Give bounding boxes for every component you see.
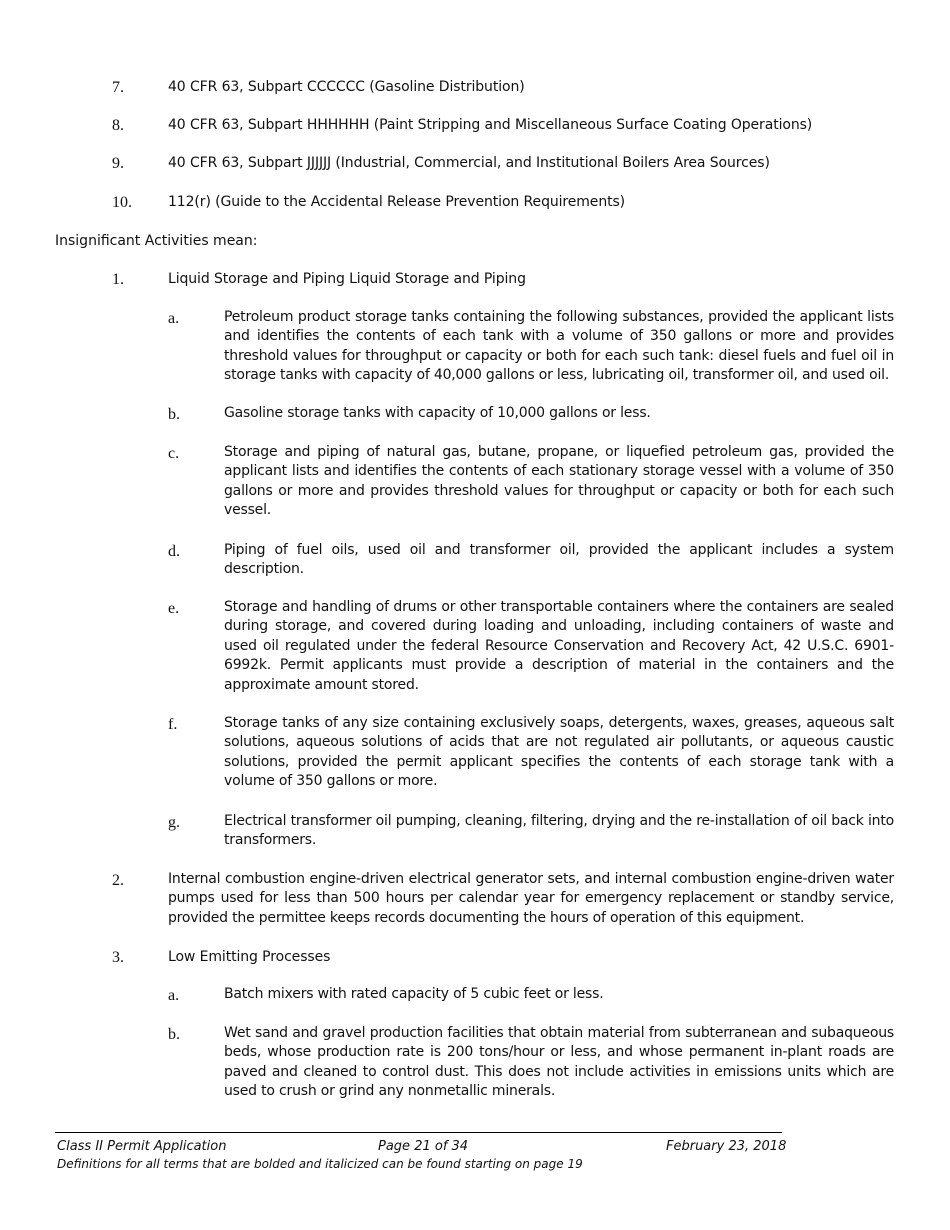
footer-definitions-note: Definitions for all terms that are bolded and italicized can be found starting on page 19 [57, 1157, 583, 1171]
sub-letter: g. [168, 814, 180, 831]
sub-letter: f. [168, 716, 178, 733]
footer-document-title: Class II Permit Application [57, 1139, 227, 1154]
footer-divider [55, 1132, 782, 1133]
item-number: 3. [112, 949, 124, 966]
sub-item-text: Batch mixers with rated capacity of 5 cubic feet or less. [224, 986, 604, 1002]
sub-letter: a. [168, 310, 180, 327]
sub-item-text: Piping of fuel oils, used oil and transformer oil, provided the applicant includes a system description. [224, 542, 894, 578]
sub-letter: b. [168, 1026, 180, 1043]
sub-item-text: Storage and handling of drums or other transportable containers where the containers are sealed during storage, and covered during loading and unloading, including containers of waste and used oil regulated under the federal Resource Conservation and Recovery Act, 42 U.S.C. 6901-6992k. Permit applicants must provide a description of material in the containers and the approximate amount stored. [224, 599, 894, 693]
sub-item-text: Storage and piping of natural gas, butane, propane, or liquefied petroleum gas, provided the applicant lists and identifies the contents of each stationary storage vessel with a volume of 350 gallons or more and provides threshold values for throughput or capacity or both for each such vessel. [224, 444, 894, 519]
sub-item-text: Petroleum product storage tanks containing the following substances, provided the applicant lists and identifies the contents of each tank with a volume of 350 gallons or more and provides threshold values for throughput or capacity or both for each such tank: diesel fuels and fuel oil in storage tanks with capacity of 40,000 gallons or less, lubricating oil, transformer oil, and used oil. [224, 309, 894, 384]
item-text: Internal combustion engine-driven electrical generator sets, and internal combustion engine-driven water pumps used for less than 500 hours per calendar year for emergency replacement or standby service, provided the permittee keeps records documenting the hours of operation of this equipment. [168, 871, 894, 926]
item-title: Low Emitting Processes [168, 949, 331, 965]
sub-item-text: Wet sand and gravel production facilities that obtain material from subterranean and subaqueous beds, whose production rate is 200 tons/hour or less, and whose permanent in-plant roads are paved and cleaned to control dust. This does not include activities in emissions units which are used to crush or grind any nonmetallic minerals. [224, 1025, 894, 1100]
sub-letter: d. [168, 543, 180, 560]
item-number: 8. [112, 117, 124, 134]
sub-item-text: Storage tanks of any size containing exclusively soaps, detergents, waxes, greases, aqueous salt solutions, aqueous solutions of acids that are not regulated air pollutants, or aqueous caustic solutions, provided the permit applicant specifies the contents of each storage tank with a volume of 350 gallons or more. [224, 715, 894, 790]
item-number: 9. [112, 155, 124, 172]
item-text: 40 CFR 63, Subpart CCCCCC (Gasoline Distribution) [168, 79, 525, 95]
item-number: 1. [112, 271, 124, 288]
sub-letter: e. [168, 600, 180, 617]
item-number: 7. [112, 79, 124, 96]
item-text: 112(r) (Guide to the Accidental Release Prevention Requirements) [168, 194, 626, 210]
footer-date: February 23, 2018 [666, 1139, 787, 1154]
item-number: 10. [112, 194, 132, 211]
item-text: 40 CFR 63, Subpart JJJJJJ (Industrial, Commercial, and Institutional Boilers Area Sources) [168, 155, 770, 171]
sub-item-text: Gasoline storage tanks with capacity of 10,000 gallons or less. [224, 405, 651, 421]
sub-letter: c. [168, 445, 180, 462]
footer-page-number: Page 21 of 34 [378, 1139, 469, 1154]
item-title: Liquid Storage and Piping Liquid Storage and Piping [168, 271, 526, 287]
item-number: 2. [112, 872, 124, 889]
sub-letter: b. [168, 406, 180, 423]
section-intro: Insignificant Activities mean: [55, 233, 258, 249]
sub-letter: a. [168, 987, 180, 1004]
sub-item-text: Electrical transformer oil pumping, cleaning, filtering, drying and the re-installation of oil back into transformers. [224, 813, 894, 849]
item-text: 40 CFR 63, Subpart HHHHHH (Paint Stripping and Miscellaneous Surface Coating Operations) [168, 117, 813, 133]
